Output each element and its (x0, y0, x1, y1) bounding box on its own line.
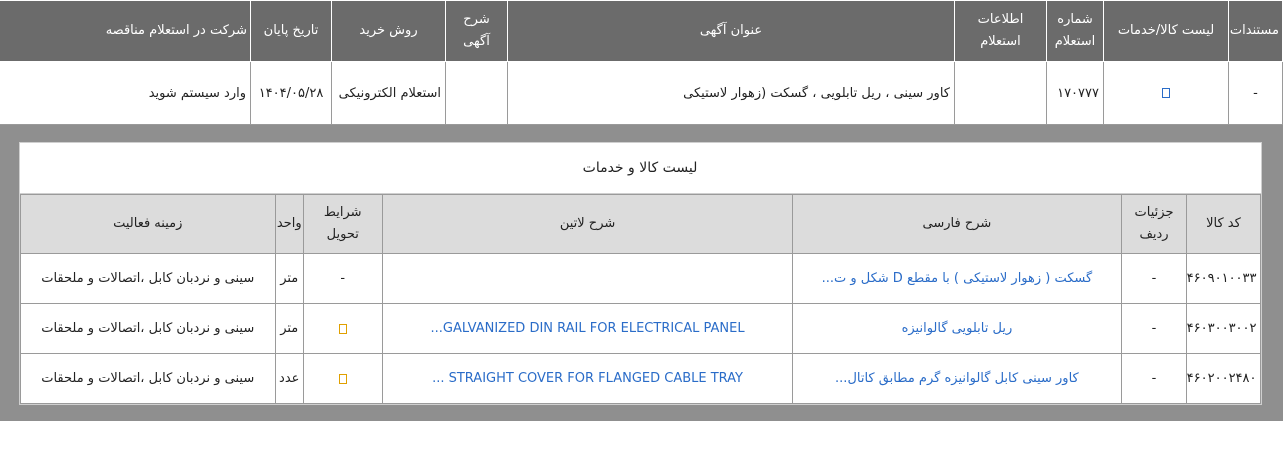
col-latin-desc: شرح لاتین (382, 195, 792, 254)
ad-description-cell (446, 62, 508, 125)
col-purchase-method: روش خرید (332, 1, 446, 62)
goods-row (20, 354, 1260, 404)
goods-list-cell[interactable] (1104, 62, 1229, 125)
item-persian-desc-link[interactable]: گسکت ( زهوار لاستیکی ) با مقطع D شکل و ت... (793, 254, 1122, 304)
goods-header-row (20, 195, 1260, 254)
item-latin-desc-link[interactable]: STRAIGHT COVER FOR FLANGED CABLE TRAY ... (382, 354, 792, 404)
goods-row (20, 304, 1260, 354)
col-end-date: تاریخ پایان (251, 1, 332, 62)
item-delivery: - (303, 254, 382, 304)
item-latin-desc-link[interactable] (382, 254, 792, 304)
goods-panel-row (0, 125, 1283, 422)
col-ad-title: عنوان آگهی (508, 1, 955, 62)
col-delivery: شرایط تحویل (303, 195, 382, 254)
delivery-terms-icon[interactable] (339, 324, 347, 334)
inquiry-row (0, 62, 1283, 125)
col-ad-description: شرح آگهی (446, 1, 508, 62)
item-unit: متر (275, 254, 303, 304)
col-persian-desc: شرح فارسی (793, 195, 1122, 254)
goods-panel (19, 142, 1262, 405)
company-cell[interactable]: وارد سیستم شوید (0, 62, 251, 125)
item-code: ۴۶۰۹۰۱۰۰۳۳ (1187, 254, 1260, 304)
col-unit: واحد (275, 195, 303, 254)
goods-row (20, 254, 1260, 304)
goods-panel-container (0, 125, 1283, 422)
delivery-terms-icon[interactable] (339, 374, 347, 384)
end-date-cell: ۱۴۰۴/۰۵/۲۸ (251, 62, 332, 125)
documents-cell: - (1229, 62, 1283, 125)
goods-table (20, 194, 1261, 404)
ad-title-cell: کاور سینی ، ریل تابلویی ، گسکت (زهوار لاستیکی (508, 62, 955, 125)
purchase-method-cell: استعلام الکترونیکی (332, 62, 446, 125)
col-inquiry-info: اطلاعات استعلام (955, 1, 1047, 62)
goods-panel-title: لیست کالا و خدمات (20, 143, 1261, 194)
item-unit: متر (275, 304, 303, 354)
item-code: ۴۶۰۲۰۰۲۴۸۰ (1187, 354, 1260, 404)
inquiry-info-cell (955, 62, 1047, 125)
item-latin-desc-link[interactable]: GALVANIZED DIN RAIL FOR ELECTRICAL PANEL... (382, 304, 792, 354)
item-field: سینی و نردبان کابل ،اتصالات و ملحقات (20, 304, 275, 354)
col-code: کد کالا (1187, 195, 1260, 254)
document-icon[interactable] (1162, 88, 1170, 98)
col-field: زمینه فعالیت (20, 195, 275, 254)
item-details: - (1121, 354, 1187, 404)
item-unit: عدد (275, 354, 303, 404)
item-field: سینی و نردبان کابل ،اتصالات و ملحقات (20, 354, 275, 404)
inquiry-header-row (0, 1, 1283, 62)
item-persian-desc-link[interactable]: ریل تابلویی گالوانیزه (793, 304, 1122, 354)
item-code: ۴۶۰۳۰۰۳۰۰۲ (1187, 304, 1260, 354)
item-details: - (1121, 254, 1187, 304)
item-field: سینی و نردبان کابل ،اتصالات و ملحقات (20, 254, 275, 304)
item-persian-desc-link[interactable]: کاور سینی کابل گالوانیزه گرم مطابق کاتال... (793, 354, 1122, 404)
col-goods-list: لیست کالا/خدمات (1104, 1, 1229, 62)
col-documents: مستندات (1229, 1, 1283, 62)
item-delivery[interactable] (303, 304, 382, 354)
inquiry-number-cell: ۱۷۰۷۷۷ (1047, 62, 1104, 125)
col-row-details: جزئیات ردیف (1121, 195, 1187, 254)
col-company: شرکت در استعلام مناقصه (0, 1, 251, 62)
item-delivery[interactable] (303, 354, 382, 404)
item-details: - (1121, 304, 1187, 354)
col-inquiry-number: شماره استعلام (1047, 1, 1104, 62)
